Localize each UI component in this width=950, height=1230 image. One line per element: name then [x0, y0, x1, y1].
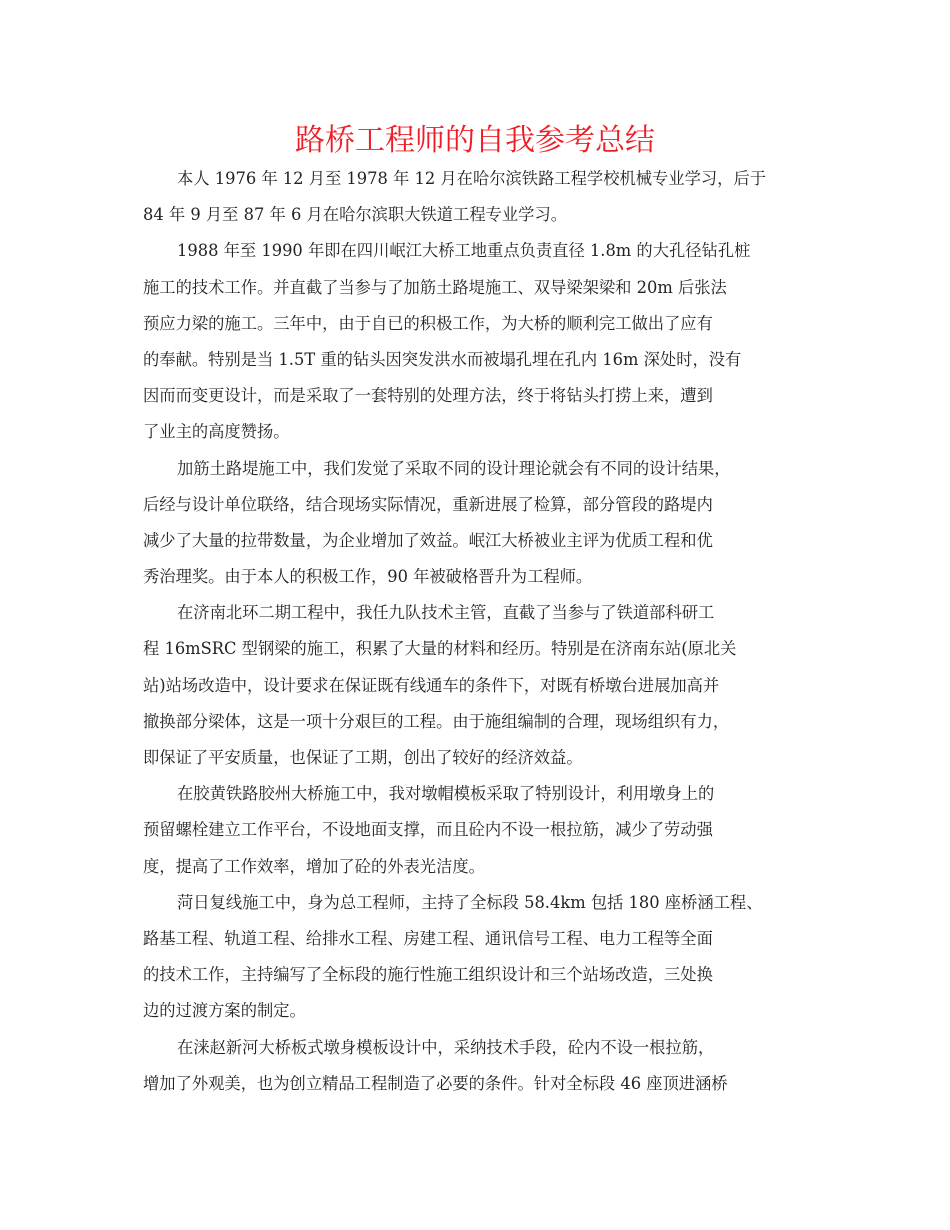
text-line: 1988 年至 1990 年即在四川岷江大桥工地重点负责直径 1.8m 的大孔径钻孔桩 — [177, 241, 751, 261]
text-line: 施工的技术工作。并直截了当参与了加筋土路堤施工、双导梁架梁和 20m 后张法 — [143, 277, 727, 297]
text-line: 菏日复线施工中，身为总工程师，主持了全标段 58.4km 包括 180 座桥涵工程、 — [177, 892, 763, 912]
paragraph — [143, 595, 813, 776]
paragraph — [143, 776, 813, 885]
text-line: 在济南北环二期工程中，我任九队技术主管，直截了当参与了铁道部科研工 — [177, 603, 715, 623]
text-line: 在胶黄铁路胶州大桥施工中，我对墩帽模板采取了特别设计，利用墩身上的 — [177, 784, 715, 804]
text-line: 预应力梁的施工。三年中，由于自已的积极工作，为大桥的顺利完工做出了应有 — [143, 313, 713, 333]
paragraph — [143, 161, 813, 233]
text-line: 减少了大量的拉带数量，为企业增加了效益。岷江大桥被业主评为优质工程和优 — [143, 530, 713, 550]
text-line: 在涞赵新河大桥板式墩身模板设计中，采纳技术手段，砼内不设一根拉筋， — [177, 1037, 715, 1057]
text-line: 了业主的高度赞扬。 — [143, 422, 290, 442]
document-body — [143, 161, 813, 1102]
text-line: 的技术工作，主持编写了全标段的施行性施工组织设计和三个站场改造，三处换 — [143, 965, 713, 985]
text-line: 度，提高了工作效率，增加了砼的外表光洁度。 — [143, 856, 485, 876]
text-line: 的奉献。特别是当 1.5T 重的钻头因突发洪水而被塌孔埋在孔内 16m 深处时，没有 — [143, 349, 742, 369]
text-line: 站)站场改造中，设计要求在保证既有线通车的条件下，对既有桥墩台进展加高并 — [143, 675, 720, 695]
text-line: 边的过渡方案的制定。 — [143, 1001, 306, 1021]
paragraph — [143, 1030, 813, 1102]
text-line: 程 16mSRC 型钢梁的施工，积累了大量的材料和经历。特别是在济南东站(原北关 — [143, 639, 737, 659]
text-line: 后经与设计单位联络，结合现场实际情况，重新进展了检算，部分管段的路堤内 — [143, 494, 713, 514]
document-title: 路桥工程师的自我参考总结 — [295, 123, 655, 158]
text-line: 84 年 9 月至 87 年 6 月在哈尔滨职大铁道工程专业学习。 — [143, 205, 568, 225]
text-line: 本人 1976 年 12 月至 1978 年 12 月在哈尔滨铁路工程学校机械专业学习，后于 — [177, 169, 767, 188]
text-line: 因而而变更设计，而是采取了一套特别的处理方法，终于将钻头打捞上来，遭到 — [143, 386, 713, 406]
text-line: 秀治理奖。由于本人的积极工作，90 年被破格晋升为工程师。 — [143, 567, 593, 587]
text-line: 加筋土路堤施工中，我们发觉了采取不同的设计理论就会有不同的设计结果， — [177, 458, 731, 478]
paragraph — [143, 451, 813, 596]
text-line: 路基工程、轨道工程、给排水工程、房建工程、通讯信号工程、电力工程等全面 — [143, 928, 713, 948]
paragraph — [143, 885, 813, 1030]
text-line: 撤换部分梁体，这是一项十分艰巨的工程。由于施组编制的合理，现场组织有力， — [143, 711, 730, 731]
text-line: 增加了外观美，也为创立精品工程制造了必要的条件。针对全标段 46 座顶进涵桥 — [143, 1073, 728, 1093]
text-line: 即保证了平安质量，也保证了工期，创出了较好的经济效益。 — [143, 748, 583, 767]
paragraph — [143, 233, 813, 450]
text-line: 预留螺栓建立工作平台，不设地面支撑，而且砼内不设一根拉筋，减少了劳动强 — [143, 820, 713, 840]
